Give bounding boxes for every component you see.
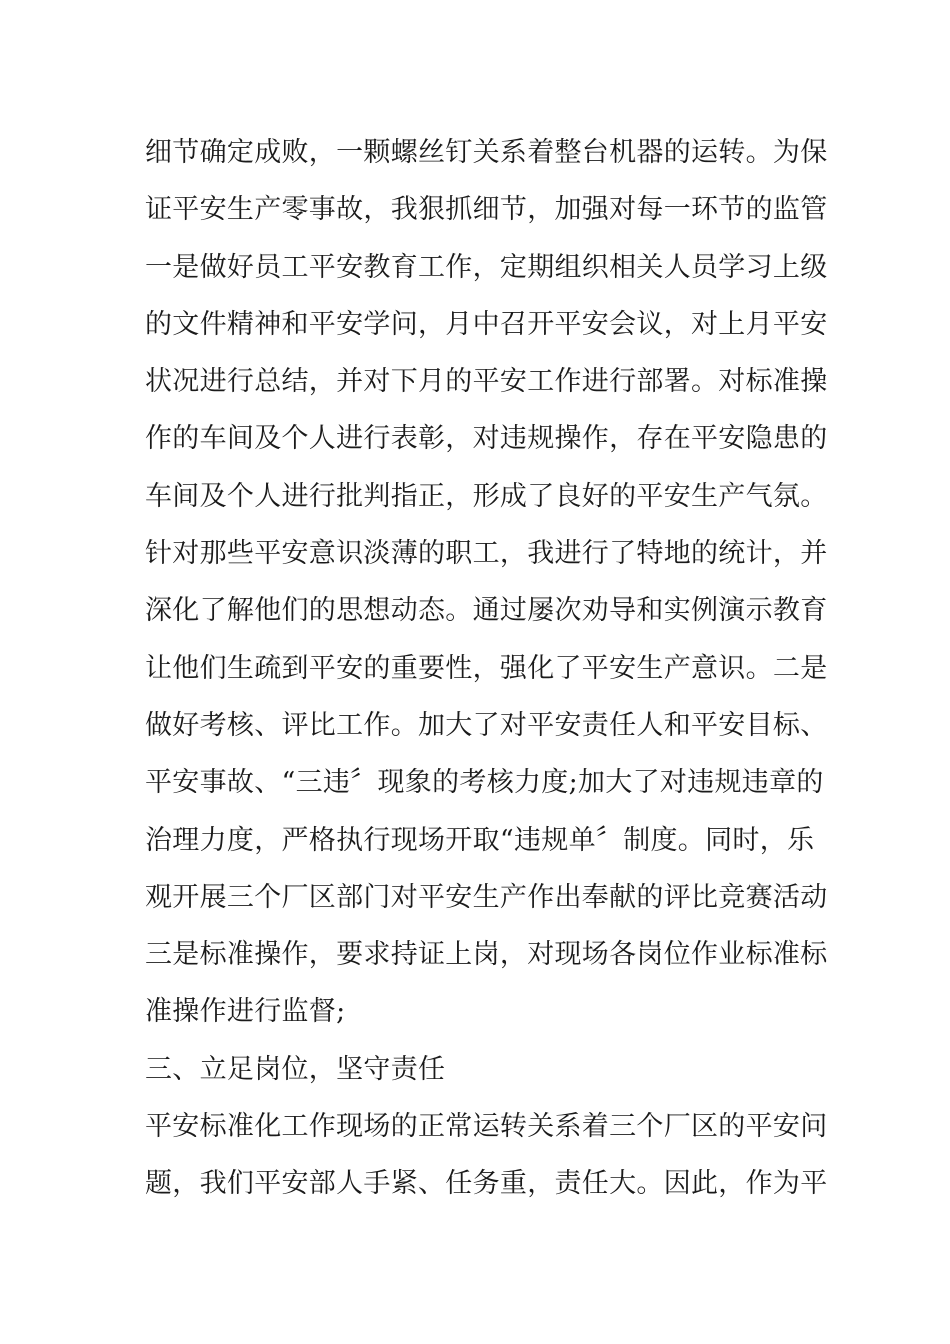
text-line: 针对那些平安意识淡薄的职工，我进行了特地的统计，并 [145,538,828,570]
text-line: 状况进行总结，并对下月的平安工作进行部署。对标准操 [145,366,828,398]
text-line: 做好考核、评比工作。加大了对平安责任人和平安目标、 [145,709,828,741]
text-line: 作的车间及个人进行表彰，对违规操作，存在平安隐患的 [145,423,828,455]
text-line: 一是做好员工平安教育工作，定期组织相关人员学习上级 [145,251,828,283]
text-line: 平安标准化工作现场的正常运转关系着三个厂区的平安问 [145,1111,828,1143]
text-line: 的文件精神和平安学问，月中召开平安会议，对上月平安 [145,308,828,340]
text-line: 三是标准操作，要求持证上岗，对现场各岗位作业标准标 [145,939,828,971]
text-line: 深化了解他们的思想动态。通过屡次劝导和实例演示教育 [145,595,828,627]
section-heading: 三、立足岗位，坚守责任 [145,1053,446,1085]
text-line: 平安事故、“三违〞现象的考核力度;加大了对违规违章的 [145,767,824,799]
text-line: 证平安生产零事故，我狠抓细节，加强对每一环节的监管 [145,194,828,226]
body-text [145,124,828,1213]
text-line: 车间及个人进行批判指正，形成了良好的平安生产气氛。 [145,480,828,512]
text-line: 题，我们平安部人手紧、任务重，责任大。因此，作为平 [145,1168,828,1200]
text-line: 观开展三个厂区部门对平安生产作出奉献的评比竞赛活动 [145,881,828,913]
text-line: 细节确定成败，一颗螺丝钉关系着整台机器的运转。为保 [145,137,828,168]
text-line: 准操作进行监督; [145,996,346,1028]
text-line: 让他们生疏到平安的重要性，强化了平安生产意识。二是 [145,652,828,684]
text-line: 治理力度，严格执行现场开取“违规单〞制度。同时，乐 [145,824,815,856]
